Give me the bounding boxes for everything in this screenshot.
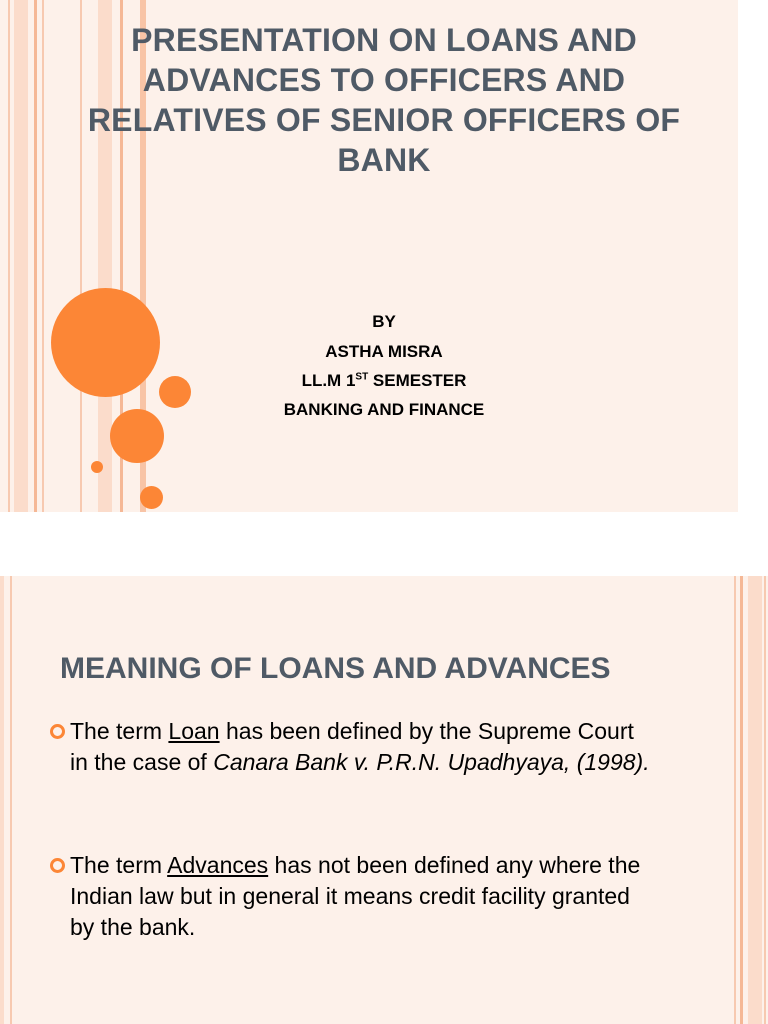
decorative-circle-small [140, 486, 163, 509]
bullet-text [70, 850, 650, 943]
bullet-text-part: has not been defined any where the Indian law but in general it means credit facility granted by the bank. [70, 852, 641, 940]
decorative-circle-small [159, 376, 191, 408]
decorative-stripe [734, 576, 736, 1024]
decorative-stripe [14, 0, 28, 512]
bullet-text-part: The term [70, 718, 169, 744]
content-slide [0, 576, 768, 1024]
defined-term: Loan [168, 718, 220, 744]
title-line: BANK [337, 142, 431, 178]
course-line [234, 371, 534, 391]
bullet-ring-icon [50, 724, 65, 739]
decorative-stripe [10, 576, 12, 1024]
bullet-text-part: has been defined by the Supreme Court in the case of [70, 718, 634, 775]
decorative-circle-medium [110, 409, 164, 463]
course-superscript: ST [355, 371, 369, 383]
bullet-item [50, 850, 650, 943]
slide-title [40, 20, 728, 180]
decorative-stripe [764, 576, 766, 1024]
bullet-item [50, 716, 650, 778]
title-line: ADVANCES TO OFFICERS AND [142, 62, 626, 98]
decorative-stripe [8, 0, 10, 512]
case-citation: Canara Bank v. P.R.N. Upadhyaya, (1998). [213, 749, 650, 775]
byline-by: BY [372, 312, 396, 331]
department: BANKING AND FINANCE [283, 400, 485, 419]
course-prefix: LL.M 1 [301, 371, 356, 390]
decorative-stripe [34, 0, 37, 512]
decorative-stripe [748, 576, 762, 1024]
bullet-ring-icon [50, 858, 65, 873]
title-line: PRESENTATION ON LOANS AND [131, 22, 637, 58]
author-name: ASTHA MISRA [325, 342, 443, 361]
title-line: RELATIVES OF SENIOR OFFICERS OF [87, 102, 681, 138]
bullet-text [70, 716, 650, 778]
decorative-stripe [0, 576, 4, 1024]
decorative-stripe [740, 576, 743, 1024]
slide-title: MEANING OF LOANS AND ADVANCES [60, 652, 611, 685]
defined-term: Advances [167, 852, 269, 878]
decorative-stripe [738, 0, 768, 512]
course-suffix: SEMESTER [368, 371, 467, 390]
decorative-circle-tiny [91, 461, 103, 473]
decorative-circle-large [51, 288, 160, 397]
bullet-text-part: The term [70, 852, 168, 878]
